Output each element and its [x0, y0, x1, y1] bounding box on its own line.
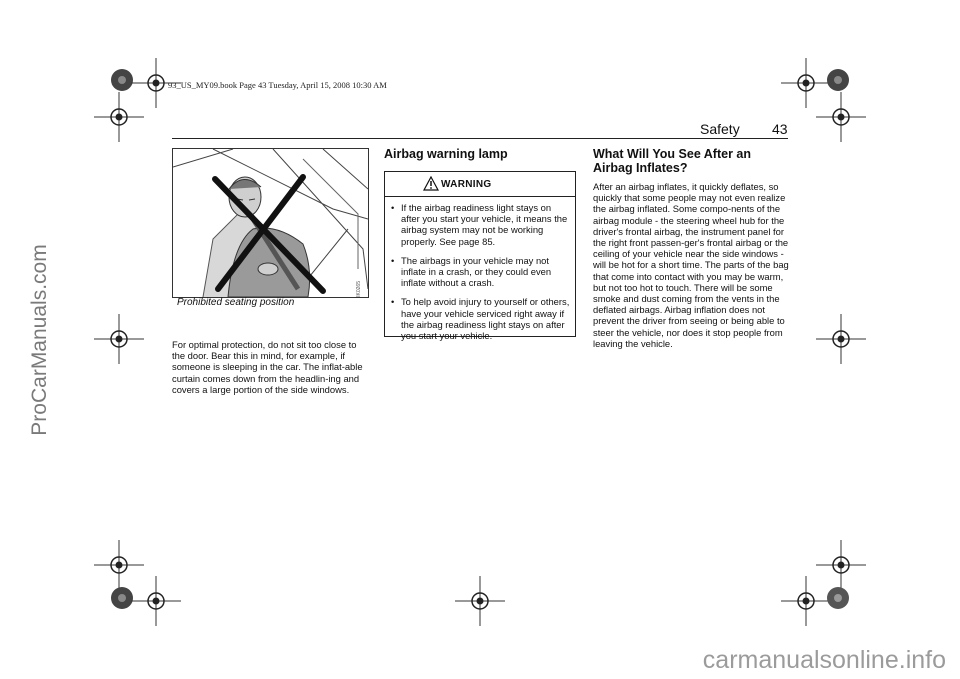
registration-mark-icon [94, 92, 144, 142]
bottom-watermark: carmanualsonline.info [702, 646, 946, 674]
warning-box [384, 171, 576, 342]
registration-mark-icon [455, 576, 505, 626]
seated-person-illustration [173, 149, 368, 297]
header-rule [172, 138, 788, 139]
left-paragraph: For optimal protection, do not sit too close to the door. Bear this in mind, for example, if someone is sleeping in the car. The inflat-able curtain comes down from the headlin-ing and covers a large portion of the side windows. [172, 339, 363, 395]
registration-mark-icon [816, 576, 860, 620]
warning-triangle-icon [423, 176, 439, 191]
side-watermark: ProCarManuals.com [28, 244, 51, 436]
header-section-title: Safety [700, 121, 740, 137]
book-info-line: 93_US_MY09.book Page 43 Tuesday, April 15, 2008 10:30 AM [168, 80, 387, 90]
warning-bullet: • The airbags in your vehicle may not inflate in a crash, or they could even inflate without a crash. [391, 255, 571, 289]
registration-mark-icon [131, 576, 181, 626]
warning-title: WARNING [441, 179, 492, 190]
figure-caption: Prohibited seating position [177, 297, 295, 308]
airbag-lamp-heading: Airbag warning lamp [384, 147, 508, 161]
after-inflation-paragraph: After an airbag inflates, it quickly deflates, so quickly that some people may not even realize the airbag inflated. Some compo-nents of the airbag module - the steering wheel hub for the driver's frontal airbag, the instrument panel for the right front passen-ger's frontal airbag or the ceiling of your vehicle near the side windows - will be hot for a short time. The parts of the bag that come into contact with you may be warm, but not too hot to touch. There will be some smoke and dust coming from the vents in the deflated airbags. Airbag inflation does not prevent the driver from seeing or being able to steer the vehicle, nor does it stop people from leaving the vehicle. [593, 181, 789, 349]
registration-mark-icon [94, 314, 144, 364]
warning-bullet: • If the airbag readiness light stays on after you start your vehicle, it means the airbag system may not be working properly. See page 85. [391, 202, 571, 247]
warning-list [391, 202, 571, 349]
registration-mark-icon [816, 92, 866, 142]
after-inflation-heading: What Will You See After an Airbag Inflates? [593, 147, 752, 175]
registration-mark-icon [816, 314, 866, 364]
header-page-number: 43 [772, 121, 788, 137]
figure-code: IK0265 [356, 281, 362, 297]
warning-header [385, 172, 575, 197]
prohibited-seating-figure [172, 148, 369, 298]
warning-bullet: • To help avoid injury to yourself or others, have your vehicle serviced right away if the airbag readiness light stays on after you start your vehicle. [391, 296, 571, 341]
